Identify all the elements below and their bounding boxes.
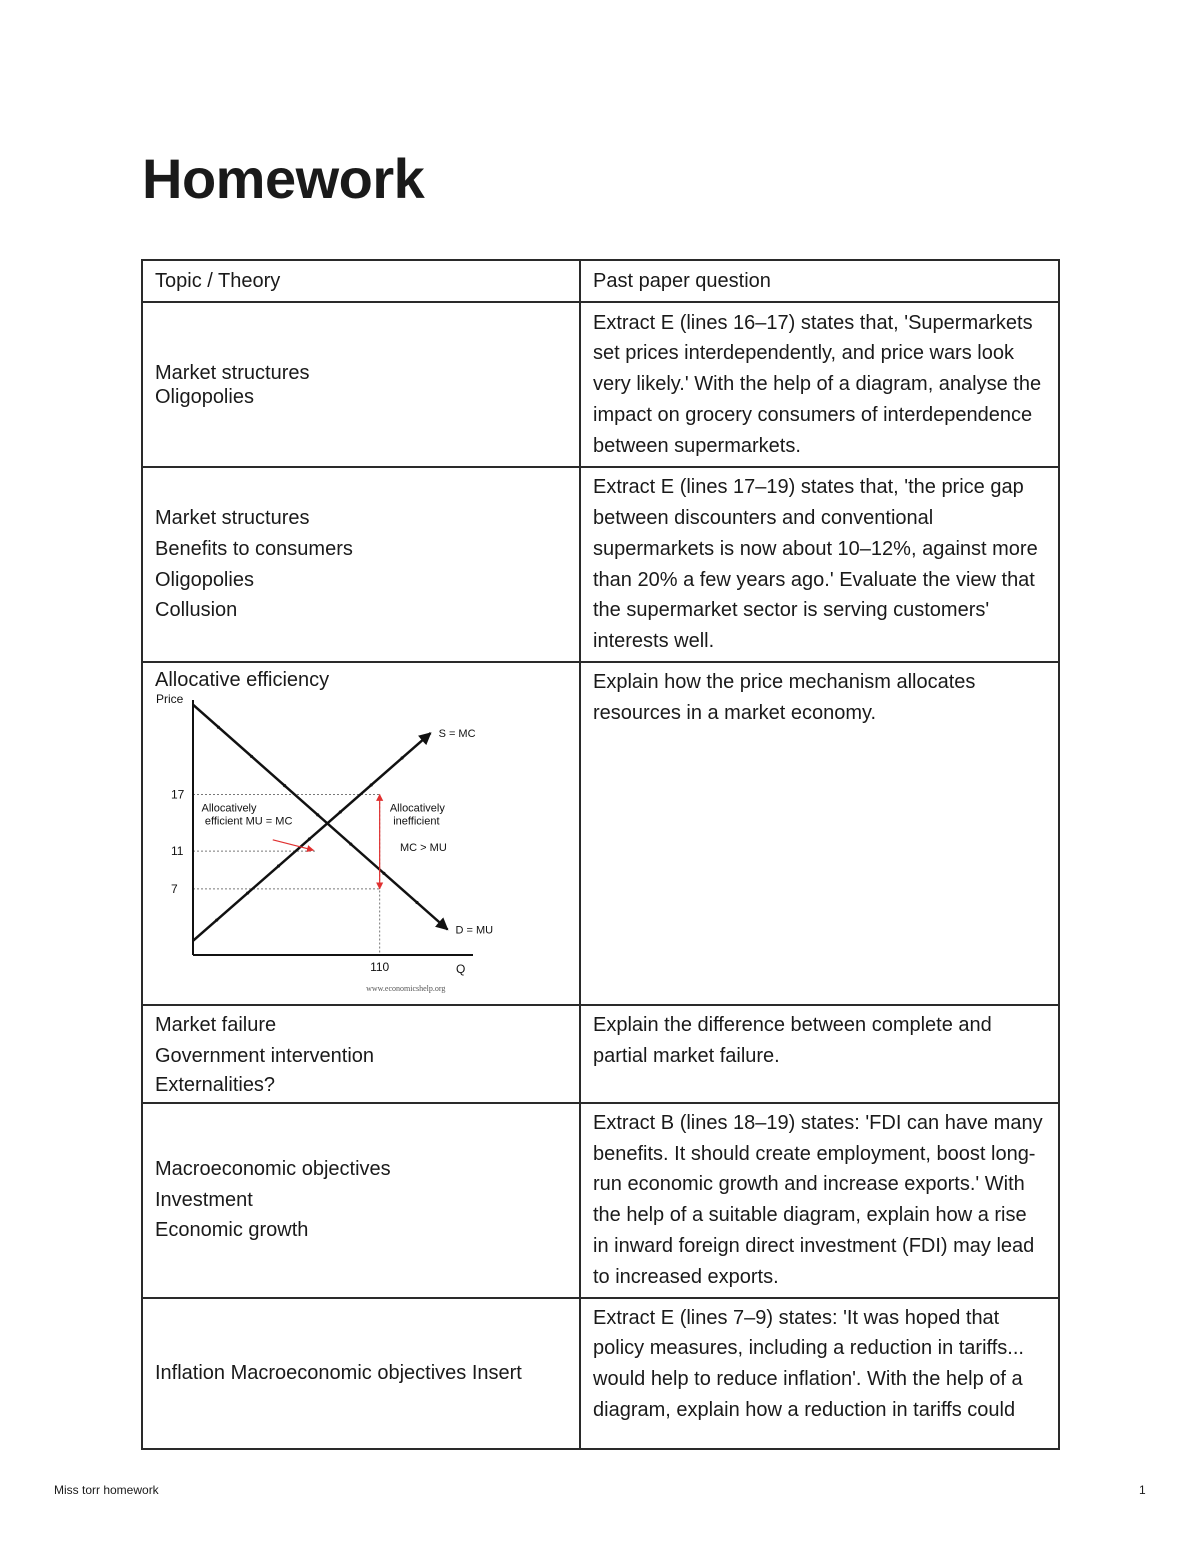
line-marker-dot xyxy=(246,891,249,894)
line-marker-dot xyxy=(277,864,280,867)
chart-watermark: www.economicshelp.org xyxy=(366,984,446,993)
supply-label: S = MC xyxy=(438,728,476,741)
question-cell: Explain how the price mechanism allocates resources in a market economy. xyxy=(580,662,1059,1005)
topic-line: Allocative efficiency xyxy=(155,669,330,691)
y-axis-label: Price xyxy=(156,692,184,706)
table-row xyxy=(142,302,1059,467)
topic-cell xyxy=(142,1103,580,1298)
table-row xyxy=(142,1005,1059,1103)
annotation-text: efficient MU = MC xyxy=(204,815,293,828)
homework-table xyxy=(141,259,1060,1450)
topic-cell xyxy=(142,467,580,662)
line-marker-dot xyxy=(382,872,385,875)
y-tick-label: 11 xyxy=(171,844,184,859)
line-marker-dot xyxy=(283,784,286,787)
topic-cell xyxy=(142,302,580,467)
footer-label: Miss torr homework xyxy=(54,1483,159,1497)
topic-line: Market failure xyxy=(155,1014,277,1036)
annotation-text: MC > MU xyxy=(400,842,447,855)
table-row xyxy=(142,662,1059,1005)
topic-line: Benefits to consumers xyxy=(155,537,353,560)
question-cell: Extract E (lines 7–9) states: 'It was hoped that policy measures, including a reduction in tariffs... would help to reduce inflation'. With the help of a diagram, explain how a reduction in tariffs could xyxy=(580,1298,1059,1449)
line-marker-dot xyxy=(215,918,218,921)
table-row xyxy=(142,467,1059,662)
table-row xyxy=(142,1298,1059,1449)
table-row xyxy=(142,1103,1059,1298)
topic-cell xyxy=(142,1005,580,1103)
line-marker-dot xyxy=(400,756,403,759)
annotation-text: Allocatively xyxy=(201,802,257,815)
line-marker-dot xyxy=(349,842,352,845)
topic-line: Externalities? xyxy=(155,1073,276,1096)
demand-label: D = MU xyxy=(455,924,494,937)
y-tick-label: 17 xyxy=(171,787,185,802)
question-cell: Extract E (lines 16–17) states that, 'Supermarkets set prices interdependently, and price wars look very likely.' With the help of a diagram, analyse the impact on grocery consumers of interdependence between supermarkets. xyxy=(580,302,1059,467)
topic-line: Oligopolies xyxy=(155,568,254,591)
line-marker-dot xyxy=(217,726,220,729)
line-marker-dot xyxy=(308,837,311,840)
table-header-row xyxy=(142,260,1059,302)
question-cell: Explain the difference between complete and partial market failure. xyxy=(580,1005,1059,1103)
line-marker-dot xyxy=(415,901,418,904)
annotation-text: Allocatively xyxy=(389,802,445,815)
topic-line: Macroeconomic objectives xyxy=(155,1157,391,1180)
x-tick-label: 110 xyxy=(370,960,390,974)
header-topic: Topic / Theory xyxy=(142,260,580,302)
topic-line: Investment xyxy=(155,1188,253,1211)
header-question: Past paper question xyxy=(580,260,1059,302)
supply-mc-line xyxy=(193,733,431,941)
line-marker-dot xyxy=(250,755,253,758)
x-axis-label: Q xyxy=(456,962,466,976)
line-marker-dot xyxy=(370,783,373,786)
page-title: Homework xyxy=(142,147,425,210)
allocative-efficiency-chart xyxy=(153,692,494,995)
topic-line: Oligopolies xyxy=(155,385,254,408)
page-number: 1 xyxy=(1139,1483,1146,1497)
topic-cell xyxy=(142,662,580,1005)
annotation-text: inefficient xyxy=(393,815,440,828)
topic-line: Inflation Macroeconomic objectives Insert xyxy=(155,1361,522,1384)
topic-line: Government intervention xyxy=(155,1044,375,1067)
question-cell: Extract B (lines 18–19) states: 'FDI can have many benefits. It should create employment, boost long-run economic growth and increase exports.' With the help of a suitable diagram, explain how a rise in inward foreign direct investment (FDI) may lead to increased exports. xyxy=(580,1103,1059,1298)
line-marker-dot xyxy=(316,813,319,816)
y-tick-label: 7 xyxy=(171,881,178,896)
topic-cell xyxy=(142,1298,580,1449)
topic-line: Economic growth xyxy=(155,1219,309,1242)
topic-line: Market structures xyxy=(155,361,310,384)
topic-line: Collusion xyxy=(155,599,238,622)
line-marker-dot xyxy=(339,810,342,813)
question-cell: Extract E (lines 17–19) states that, 'the price gap between discounters and conventional supermarkets is now about 10–12%, against more than 20% a few years ago.' Evaluate the view that the supermarket sector is serving customers' interests well. xyxy=(580,467,1059,662)
topic-line: Market structures xyxy=(155,506,310,529)
